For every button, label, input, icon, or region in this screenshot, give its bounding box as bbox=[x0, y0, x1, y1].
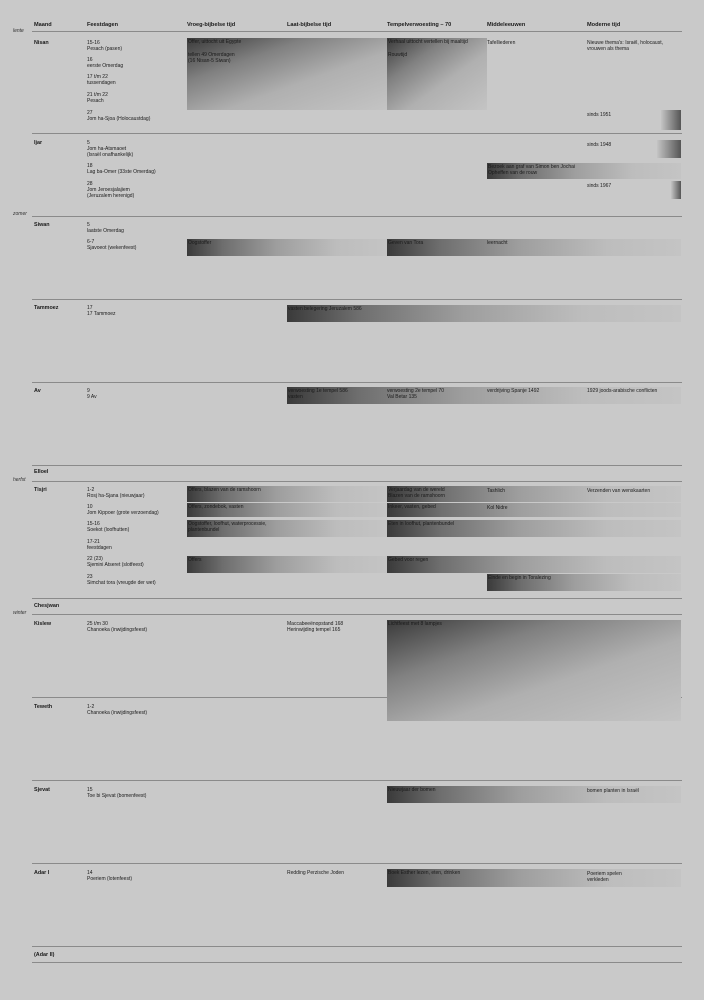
cell-text: Verzenden van wenskaarten bbox=[587, 488, 651, 494]
feast-entry bbox=[87, 574, 156, 586]
row-divider bbox=[32, 382, 682, 383]
feast-entry bbox=[87, 539, 112, 551]
feast-note: (Israël onafhankelijk) bbox=[87, 152, 134, 158]
cell-text: Boek Esther lezen, eten, drinken bbox=[388, 870, 461, 876]
feast-entry bbox=[87, 92, 108, 104]
row-divider bbox=[32, 465, 682, 466]
row-divider bbox=[32, 962, 682, 963]
cell-text: Gebed voor regen bbox=[388, 557, 429, 563]
period-block bbox=[487, 574, 681, 591]
feast-name: Sjemini Atseret (slotfeest) bbox=[87, 562, 144, 568]
cell-text: leernacht bbox=[487, 240, 508, 246]
feast-name: Jom ha-Atsmaoet bbox=[87, 146, 127, 152]
feast-date: 27 bbox=[87, 110, 93, 116]
cell-text: verwoesting 1e tempel 586 bbox=[288, 388, 348, 394]
period-block bbox=[287, 305, 681, 322]
cell-text: sinds 1948 bbox=[587, 142, 612, 148]
feast-date: 5 bbox=[87, 222, 90, 228]
month-tisjri: Tisjri bbox=[34, 487, 47, 493]
feast-entry bbox=[87, 556, 144, 568]
feast-date: 6-7 bbox=[87, 239, 95, 245]
feast-name: Jom ha-Sjoa (Holocaustdag) bbox=[87, 116, 151, 122]
feast-name: 9 Av bbox=[87, 394, 97, 400]
feast-name: Jom Kippoer (grote verzoendag) bbox=[87, 510, 159, 516]
feast-date: 1-2 bbox=[87, 487, 95, 493]
cell-text: plantenbundel bbox=[188, 527, 220, 533]
cell-text: (16 Nisan-5 Siwan) bbox=[188, 58, 231, 64]
month-elloel: Elloel bbox=[34, 469, 49, 475]
cell-text: Poeriem spelen bbox=[587, 871, 622, 877]
feast-entry bbox=[87, 74, 116, 86]
cell-text: Verjaardag van de wereld bbox=[388, 487, 445, 493]
feast-entry bbox=[87, 239, 136, 251]
feast-entry bbox=[87, 487, 145, 499]
season-winter: winter bbox=[13, 610, 27, 616]
feast-entry bbox=[87, 181, 134, 199]
cell-text: tellen 49 Omerdagen bbox=[188, 52, 235, 58]
period-block bbox=[387, 620, 681, 721]
cell-text: Kol Nidre bbox=[487, 505, 508, 511]
month-adar-1: Adar I bbox=[34, 870, 50, 876]
period-block bbox=[187, 503, 387, 517]
month-teweth: Teweth bbox=[34, 704, 53, 710]
header-vroeg-bijbels: Vroeg-bijbelse tijd bbox=[187, 22, 236, 28]
feast-entry bbox=[87, 57, 123, 69]
cell-text: Offer, uittocht uit Egypte bbox=[188, 39, 242, 45]
cell-text: Lichtfeest met 8 lampjes bbox=[388, 621, 442, 627]
row-divider bbox=[32, 299, 682, 300]
header-feestdagen: Feestdagen bbox=[87, 22, 119, 28]
cell-text: Opheffen van de rouw bbox=[488, 170, 538, 176]
feast-name: laatste Omerdag bbox=[87, 228, 124, 234]
month-ijar: Ijar bbox=[34, 140, 43, 146]
feast-date: 23 bbox=[87, 574, 93, 580]
feast-entry bbox=[87, 110, 150, 122]
cell-text: Nieuwjaar der bomen bbox=[388, 787, 436, 793]
feast-name: Chanoeka (inwijdingsfeest) bbox=[87, 627, 148, 633]
month-av: Av bbox=[34, 388, 41, 394]
feast-date: 17-21 bbox=[87, 539, 100, 545]
month-siwan: Siwan bbox=[34, 222, 50, 228]
row-divider bbox=[32, 780, 682, 781]
month-chesjwan: Chesjwan bbox=[34, 603, 60, 609]
feast-name: eerste Omerdag bbox=[87, 63, 124, 69]
period-block bbox=[187, 556, 387, 573]
feast-date: 14 bbox=[87, 870, 93, 876]
cell-text: 1929 joods-arabische conflicten bbox=[587, 388, 658, 394]
cell-text: Rouwtijd bbox=[388, 52, 408, 58]
feast-date: 28 bbox=[87, 181, 93, 187]
period-block bbox=[387, 869, 681, 887]
feast-date: 15 bbox=[87, 787, 93, 793]
row-divider bbox=[32, 216, 682, 217]
month-sjevat: Sjevat bbox=[34, 787, 50, 793]
season-lente: lente bbox=[13, 28, 24, 34]
period-block bbox=[387, 520, 681, 537]
feast-date: 18 bbox=[87, 163, 93, 169]
feast-entry bbox=[87, 305, 116, 317]
feast-name: Rosj ha-Sjana (nieuwjaar) bbox=[87, 493, 145, 499]
feast-entry bbox=[87, 163, 156, 175]
period-block bbox=[387, 38, 487, 110]
period-block bbox=[671, 181, 681, 199]
cell-text: Einde en begin in Toralezing bbox=[488, 575, 551, 581]
feast-name: Sjavoeot (wekenfeest) bbox=[87, 245, 137, 251]
cell-text: verkleden bbox=[587, 877, 609, 883]
period-block bbox=[487, 163, 681, 179]
cell-text: Offers bbox=[188, 557, 202, 563]
feast-date: 17 bbox=[87, 305, 93, 311]
cell-text: Offers, zondebok, vasten bbox=[188, 504, 244, 510]
cell-text: Bezoek aan graf van Simon ben Jochai bbox=[488, 164, 575, 170]
feast-name: Poeriem (lotenfeest) bbox=[87, 876, 133, 882]
cell-text: verdrijving Spanje 1492 bbox=[487, 388, 540, 394]
month-adar-2: (Adar II) bbox=[34, 952, 55, 958]
cell-text: Blazen van de ramshoorn bbox=[388, 493, 445, 499]
feast-name: Pesach (pasen) bbox=[87, 46, 123, 52]
header-middeleeuwen: Middeleeuwen bbox=[487, 22, 526, 28]
header-moderne-tijd: Moderne tijd bbox=[587, 22, 621, 28]
cell-text: Herinwijding tempel 165 bbox=[287, 627, 341, 633]
cell-text: bomen planten in Israël bbox=[587, 788, 639, 794]
period-block bbox=[661, 110, 681, 130]
period-block bbox=[187, 520, 387, 537]
month-kislew: Kislew bbox=[34, 621, 52, 627]
row-divider bbox=[32, 946, 682, 947]
feast-date: 15-16 bbox=[87, 40, 100, 46]
header-maand: Maand bbox=[34, 22, 52, 28]
cell-text: Val Betar 135 bbox=[387, 394, 417, 400]
cell-text: vrouwen als thema bbox=[587, 46, 629, 52]
feast-name: Chanoeka (inwijdingsfeest) bbox=[87, 710, 148, 716]
cell-text: Nieuwe thema's: Israël, holocaust, bbox=[587, 40, 663, 46]
row-divider bbox=[32, 481, 682, 482]
feast-name: Soekot (loofhutten) bbox=[87, 527, 130, 533]
feast-note: (Jeruzalem herenigd) bbox=[87, 193, 135, 199]
feast-entry bbox=[87, 870, 132, 882]
feast-entry bbox=[87, 787, 146, 799]
cell-text: Verhaal uittocht vertellen bij maaltijd bbox=[388, 39, 468, 45]
feast-name: Pesach bbox=[87, 98, 104, 104]
cell-text: vasten belegering Jeruzalem 586 bbox=[288, 306, 362, 312]
feast-entry bbox=[87, 388, 97, 400]
season-zomer: zomer bbox=[13, 211, 27, 217]
row-divider bbox=[32, 598, 682, 599]
cell-text: Tafelliederen bbox=[487, 40, 516, 46]
feast-entry bbox=[87, 40, 122, 52]
row-divider bbox=[32, 614, 682, 615]
feast-entry bbox=[87, 140, 133, 158]
feast-entry bbox=[87, 504, 159, 516]
period-block bbox=[387, 239, 681, 256]
period-block bbox=[387, 556, 681, 573]
feast-name: Lag ba-Omer (33ste Omerdag) bbox=[87, 169, 156, 175]
row-divider bbox=[32, 863, 682, 864]
period-block bbox=[657, 140, 681, 158]
feast-date: 10 bbox=[87, 504, 93, 510]
cell-text: Inkeer, vasten, gebed bbox=[388, 504, 436, 510]
cell-text: Offers, blazen van de ramshoorn bbox=[188, 487, 261, 493]
feast-date: 1-2 bbox=[87, 704, 95, 710]
cell-text: sinds 1951 bbox=[587, 112, 612, 118]
feast-entry bbox=[87, 621, 147, 633]
feast-date: 22 (23) bbox=[87, 556, 103, 562]
feast-entry bbox=[87, 521, 129, 533]
cell-text: verwoesting 2e tempel 70 bbox=[387, 388, 444, 394]
feast-date: 5 bbox=[87, 140, 90, 146]
period-block bbox=[187, 239, 387, 256]
cell-text: Maccabeeënopstand 168 bbox=[287, 621, 344, 627]
cell-text: Geven van Tora bbox=[388, 240, 424, 246]
feast-date: 21 t/m 22 bbox=[87, 92, 108, 98]
cell-text: Tashlich bbox=[487, 488, 506, 494]
header-tempelverwoesting: Tempelverwoesting – 70 bbox=[387, 22, 452, 28]
cell-text: Redding Perzische Joden bbox=[287, 870, 344, 876]
feast-date: 9 bbox=[87, 388, 90, 394]
feast-name: tussendagen bbox=[87, 80, 116, 86]
feast-entry bbox=[87, 704, 147, 716]
season-herfst: herfst bbox=[13, 477, 26, 483]
feast-name: Simchat tora (vreugde der wet) bbox=[87, 580, 156, 586]
row-divider bbox=[32, 133, 682, 134]
month-nisan: Nisan bbox=[34, 40, 49, 46]
feast-date: 25 t/m 30 bbox=[87, 621, 108, 627]
period-block bbox=[187, 486, 387, 502]
feast-date: 17 t/m 22 bbox=[87, 74, 108, 80]
cell-text: sinds 1967 bbox=[587, 183, 612, 189]
feast-name: Jom Jeroesjalajiem bbox=[87, 187, 130, 193]
cell-text: Eten in loofhut, plantenbundel bbox=[388, 521, 455, 527]
feast-date: 16 bbox=[87, 57, 93, 63]
feast-name: Toe bi Sjevat (bomenfeest) bbox=[87, 793, 147, 799]
feast-date: 15-16 bbox=[87, 521, 100, 527]
feast-name: 17 Tammoez bbox=[87, 311, 116, 317]
cell-text: vasten bbox=[288, 394, 303, 400]
header-divider bbox=[32, 31, 682, 32]
feast-name: feestdagen bbox=[87, 545, 112, 551]
cell-text: Oogstoffer, loofhut, waterprocessie, bbox=[188, 521, 267, 527]
header-laat-bijbels: Laat-bijbelse tijd bbox=[287, 22, 332, 28]
feast-entry bbox=[87, 222, 124, 234]
month-tammoez: Tammoez bbox=[34, 305, 59, 311]
period-block bbox=[387, 503, 681, 517]
period-block bbox=[187, 38, 387, 110]
cell-text: Oogstoffer bbox=[188, 240, 212, 246]
